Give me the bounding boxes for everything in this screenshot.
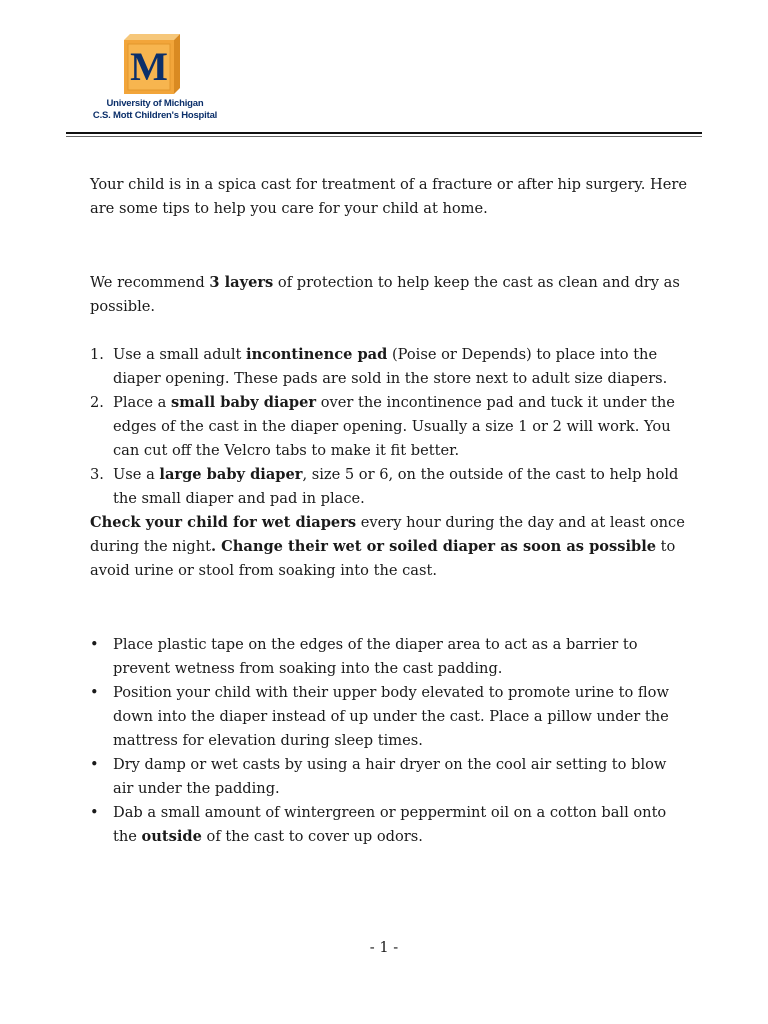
check-diapers-paragraph: Check your child for wet diapers every hour during the day and at least once during the night. Change their wet or soiled diaper as soon as possible to avoid urine or stool from soaking into the cast. [90, 514, 685, 579]
list-item: 2. Place a small baby diaper over the incontinence pad and tuck it under the edges of the cast in the diaper opening. Usually a size 1 or 2 will work. You can cut off the Velcro tabs to make it fit better. [90, 394, 675, 459]
list-item: 3. Use a large baby diaper, size 5 or 6, on the outside of the cast to help hold the small diaper and pad in place. [90, 466, 679, 507]
recommend-paragraph: We recommend 3 layers of protection to help keep the cast as clean and dry as possible. [90, 274, 680, 315]
list-item: • Dab a small amount of wintergreen or peppermint oil on a cotton ball onto the outside of the cast to cover up odors. [90, 801, 690, 849]
logo-university: University of Michigan [106, 98, 204, 109]
tips-list [90, 633, 690, 849]
bullet-icon: • [90, 684, 99, 701]
list-item: • Position your child with their upper body elevated to promote urine to flow down into the diaper instead of up under the cast. Place a pillow under the mattress for elevation during sleep times. [90, 681, 690, 753]
list-item: 1. Use a small adult incontinence pad (Poise or Depends) to place into the diaper opening. These pads are sold in the store next to adult size diapers. [90, 346, 668, 387]
hospital-logo [92, 28, 218, 128]
header-divider [66, 132, 702, 134]
page-number: - 1 - [369, 939, 399, 956]
intro-paragraph: Your child is in a spica cast for treatment of a fracture or after hip surgery. Here are some tips to help you care for your child at home. [90, 176, 687, 217]
list-item: • Dry damp or wet casts by using a hair dryer on the cool air setting to blow air under the padding. [90, 753, 690, 801]
protection-steps-list [90, 343, 690, 511]
header-divider-shadow [66, 136, 702, 137]
bullet-icon: • [90, 804, 99, 821]
document-body [90, 173, 690, 849]
list-item: • Place plastic tape on the edges of the diaper area to act as a barrier to prevent wetness from soaking into the cast padding. [90, 633, 690, 681]
block-m-logo-icon [122, 32, 182, 94]
bullet-icon: • [90, 756, 99, 773]
svg-text:M: M [130, 44, 168, 89]
logo-hospital: C.S. Mott Children's Hospital [92, 110, 218, 121]
logo-caption [92, 98, 218, 122]
bullet-icon: • [90, 636, 99, 653]
